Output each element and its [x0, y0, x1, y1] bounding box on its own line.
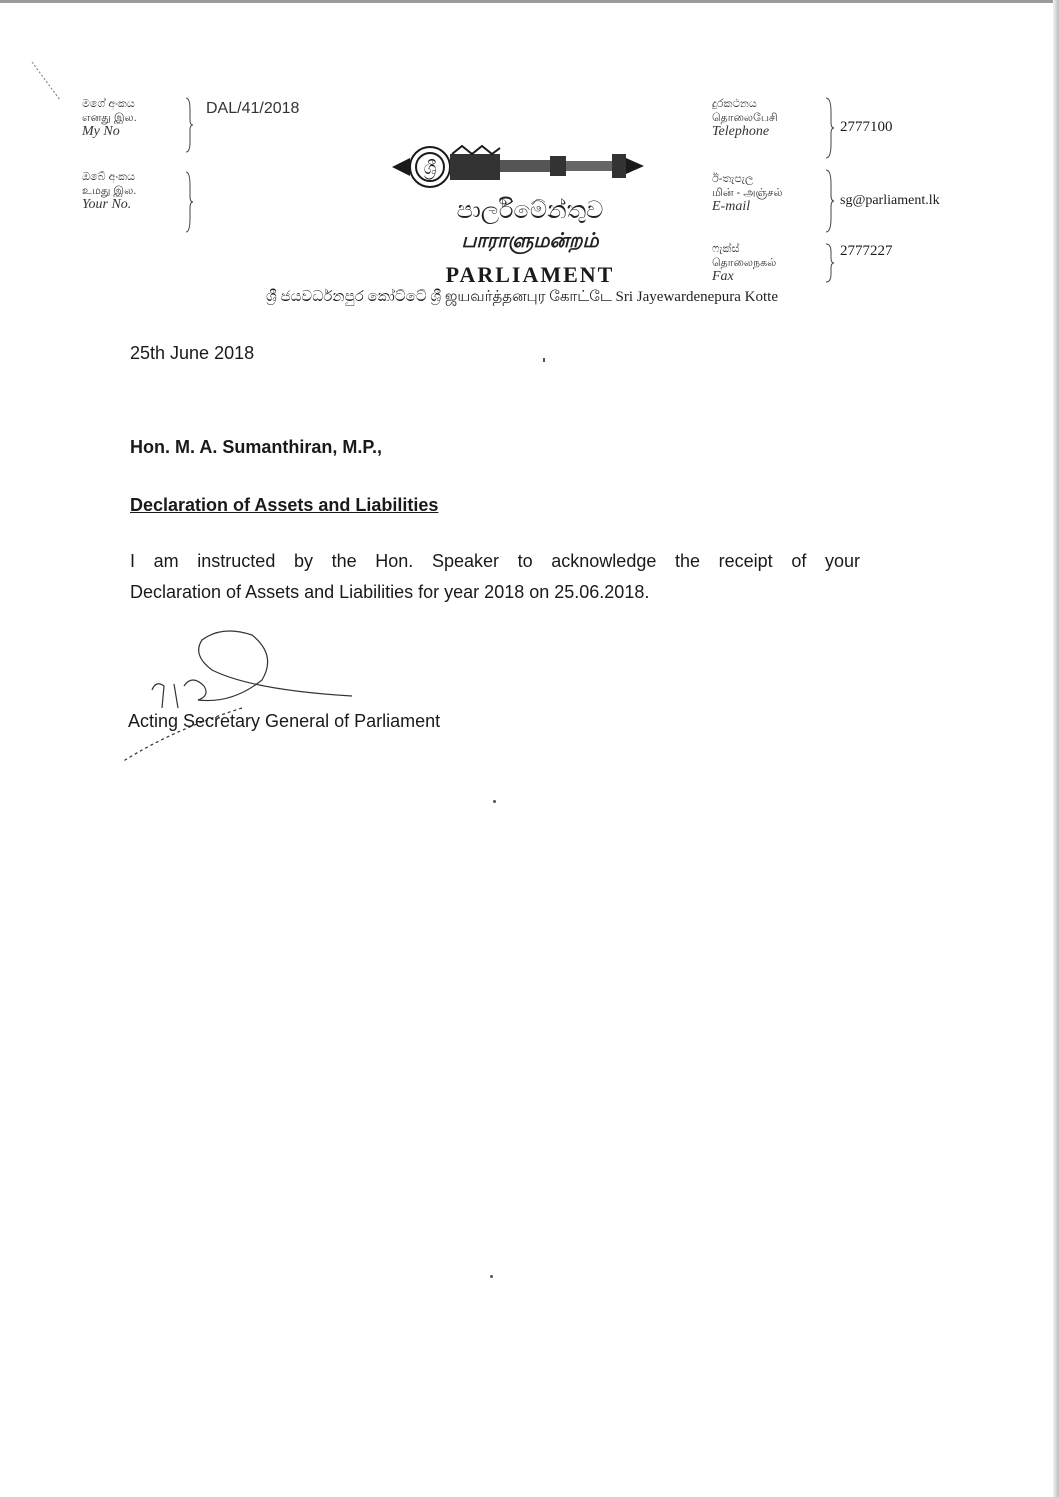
title-english: PARLIAMENT	[445, 262, 615, 287]
your-no-label-si: ඔබේ අංකය	[82, 171, 135, 183]
fax-label-ta: தொலைநகல்	[712, 257, 777, 269]
scan-mark	[28, 58, 68, 108]
email-value: sg@parliament.lk	[840, 193, 940, 208]
telephone-value: 2777100	[840, 119, 893, 135]
email-brace	[822, 168, 836, 234]
title-tamil: பாராளுமன்றம்	[461, 230, 599, 252]
fax-brace	[822, 242, 836, 284]
parliament-mace-emblem	[382, 140, 652, 196]
fax-value: 2777227	[840, 243, 893, 259]
my-no-value: DAL/41/2018	[206, 100, 300, 117]
addressee: Hon. M. A. Sumanthiran, M.P.,	[130, 437, 383, 457]
email-label-si: ඊ-තැපැල	[712, 173, 754, 185]
scan-speck	[493, 800, 496, 803]
body-line-2: Declaration of Assets and Liabilities for year 2018 on 25.06.2018.	[130, 582, 650, 602]
body-line-1: I am instructed by the Hon. Speaker to acknowledge the receipt of your	[130, 551, 860, 571]
my-no-label-si: මගේ අංකය	[82, 98, 135, 110]
your-no-label-ta: உமது இல.	[82, 185, 137, 197]
telephone-label	[712, 97, 827, 139]
email-label-ta: மின் - அஞ்சல்	[712, 187, 783, 199]
scan-top-edge	[0, 0, 1059, 3]
my-no-label-en: My No	[82, 124, 120, 139]
your-no-label	[82, 170, 182, 212]
scan-right-edge	[1053, 0, 1059, 1497]
signatory-title: Acting Secretary General of Parliament	[128, 711, 441, 731]
scan-speck	[490, 1275, 493, 1278]
email-label	[712, 172, 827, 214]
email-label-en: E-mail	[712, 199, 751, 214]
telephone-label-si: දුරකථනය	[712, 98, 757, 110]
fax-label-en: Fax	[712, 269, 734, 284]
address-line: ශ්‍රී ජයවර්ධනපුර කෝට්ටේ ශ්‍රී ஜயவர்த்தனபுர கோட்டே Sri Jayewardenepura Kotte	[266, 289, 778, 305]
my-no-label	[82, 97, 182, 139]
my-no-label-ta: எனது இல.	[82, 112, 137, 124]
fax-label-si: ෆැක්ස්	[712, 243, 740, 255]
telephone-label-ta: தொலைபேசி	[712, 112, 778, 124]
your-no-label-en: Your No.	[82, 197, 132, 212]
subject-line: Declaration of Assets and Liabilities	[130, 495, 439, 515]
your-no-brace	[182, 170, 194, 234]
handwritten-signature	[112, 620, 372, 770]
my-no-brace	[182, 96, 194, 154]
svg-text:ශ්‍රී: ශ්‍රී	[423, 158, 437, 178]
title-sinhala: පාර්ලිමේන්තුව	[456, 198, 604, 224]
telephone-brace	[822, 96, 836, 160]
telephone-label-en: Telephone	[712, 124, 770, 139]
letter-date: 25th June 2018	[130, 343, 255, 363]
fax-label	[712, 242, 827, 284]
scan-speck	[543, 358, 545, 362]
